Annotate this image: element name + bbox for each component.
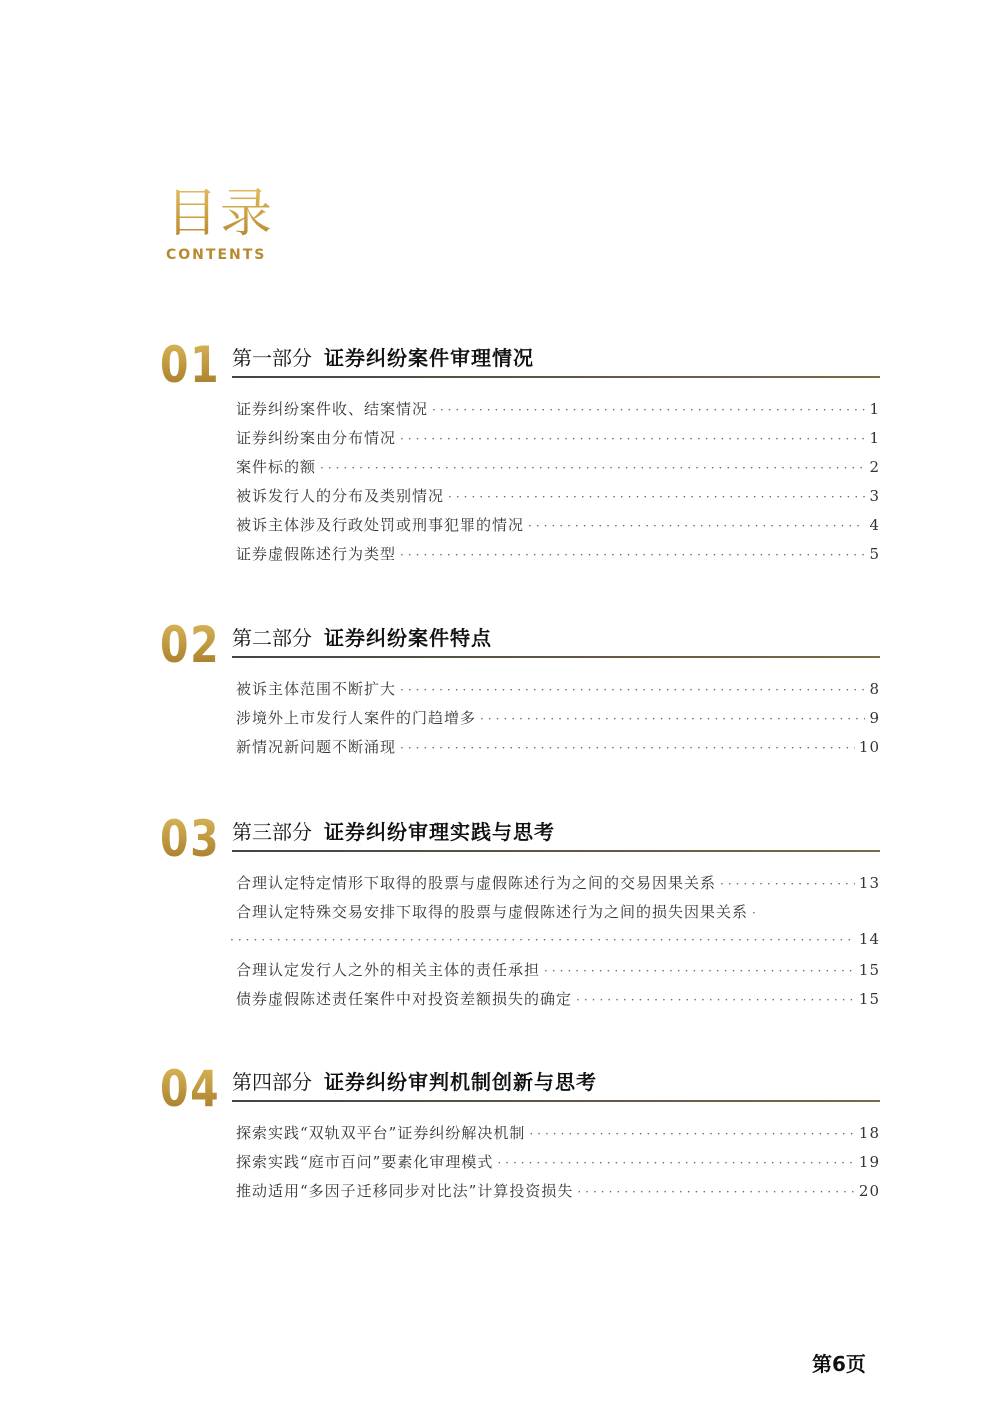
toc-entry[interactable] — [236, 456, 880, 485]
section-heading — [232, 1070, 597, 1094]
toc-entry-text: 被诉主体涉及行政处罚或刑事犯罪的情况 — [236, 516, 525, 534]
toc-entry-continuation[interactable] — [230, 930, 880, 959]
section-header — [160, 1060, 880, 1118]
section-number: 04 — [160, 1060, 221, 1118]
section-title: 证券纠纷审判机制创新与思考 — [324, 1070, 597, 1094]
toc-entry[interactable] — [236, 707, 880, 736]
dot-leader — [320, 461, 865, 475]
dot-leader — [432, 403, 865, 417]
toc-entry-page: 1 — [869, 429, 880, 447]
section-4 — [160, 1060, 880, 1209]
toc-entry[interactable] — [236, 398, 880, 427]
toc-entry-page: 18 — [858, 1124, 880, 1142]
toc-entry-page: 4 — [869, 516, 880, 534]
toc-entry-text: 推动适用“多因子迁移同步对比法”计算投资损失 — [236, 1182, 574, 1200]
toc-list — [236, 398, 880, 572]
section-heading — [232, 626, 492, 650]
section-part-label: 第一部分 — [232, 346, 312, 370]
section-divider — [232, 656, 880, 658]
dot-leader — [230, 933, 855, 947]
toc-entry-text: 证券纠纷案由分布情况 — [236, 429, 397, 447]
toc-entry-page: 3 — [869, 487, 880, 505]
dot-leader — [577, 1185, 855, 1199]
dot-leader — [497, 1156, 855, 1170]
section-1 — [160, 336, 880, 572]
toc-entry-text: 探索实践“庭市百问”要素化审理模式 — [236, 1153, 494, 1171]
toc-entry-text: 被诉发行人的分布及类别情况 — [236, 487, 445, 505]
toc-entry[interactable] — [236, 959, 880, 988]
toc-entry-text: 合理认定发行人之外的相关主体的责任承担 — [236, 961, 541, 979]
dot-leader — [400, 432, 865, 446]
toc-entry-page: 8 — [869, 680, 880, 698]
dot-leader — [480, 712, 865, 726]
section-part-label: 第二部分 — [232, 626, 312, 650]
toc-entry-text: 探索实践“双轨双平台”证券纠纷解决机制 — [236, 1124, 526, 1142]
section-divider — [232, 376, 880, 378]
toc-entry-page: 15 — [858, 961, 880, 979]
section-divider — [232, 850, 880, 852]
section-3 — [160, 810, 880, 1017]
dot-leader — [400, 683, 865, 697]
toc-entry-page: 19 — [858, 1153, 880, 1171]
section-2 — [160, 616, 880, 765]
toc-entry-text: 合理认定特定情形下取得的股票与虚假陈述行为之间的交易因果关系 — [236, 874, 717, 892]
section-number: 02 — [160, 616, 221, 674]
toc-entry-page: 14 — [858, 930, 880, 948]
toc-header — [166, 184, 275, 263]
toc-list — [236, 678, 880, 765]
toc-entry[interactable] — [236, 543, 880, 572]
toc-entry-page: 13 — [858, 874, 880, 892]
section-number: 03 — [160, 810, 221, 868]
page-number: 第6页 — [812, 1352, 866, 1376]
toc-entry-text: 新情况新问题不断涌现 — [236, 738, 397, 756]
toc-entry-page: 15 — [858, 990, 880, 1008]
dot-leader — [576, 993, 855, 1007]
section-part-label: 第三部分 — [232, 820, 312, 844]
toc-entry[interactable] — [236, 988, 880, 1017]
section-title: 证券纠纷案件特点 — [324, 626, 492, 650]
toc-entry-text: 涉境外上市发行人案件的门趋增多 — [236, 709, 477, 727]
dot-leader — [400, 548, 865, 562]
toc-entry-page: 5 — [869, 545, 880, 563]
dot-leader — [448, 490, 865, 504]
dot-leader — [529, 1127, 855, 1141]
toc-entry[interactable] — [236, 485, 880, 514]
toc-entry-text: 证券虚假陈述行为类型 — [236, 545, 397, 563]
toc-title: 目录 — [166, 184, 275, 244]
toc-entry-page: 9 — [869, 709, 880, 727]
section-title: 证券纠纷审理实践与思考 — [324, 820, 555, 844]
section-divider — [232, 1100, 880, 1102]
toc-entry-text: 债券虚假陈述责任案件中对投资差额损失的确定 — [236, 990, 573, 1008]
toc-entry[interactable] — [236, 872, 880, 901]
section-heading — [232, 820, 555, 844]
section-heading — [232, 346, 534, 370]
section-title: 证券纠纷案件审理情况 — [324, 346, 534, 370]
dot-leader — [752, 906, 760, 920]
toc-entry-page: 20 — [858, 1182, 880, 1200]
toc-entry[interactable] — [236, 1151, 880, 1180]
dot-leader — [528, 519, 865, 533]
dot-leader — [720, 877, 855, 891]
toc-entry-page: 1 — [869, 400, 880, 418]
toc-entry[interactable] — [236, 736, 880, 765]
toc-entry-text: 合理认定特殊交易安排下取得的股票与虚假陈述行为之间的损失因果关系 — [236, 903, 749, 921]
toc-subtitle: CONTENTS — [166, 247, 267, 263]
toc-entry[interactable] — [236, 1122, 880, 1151]
section-header — [160, 810, 880, 868]
toc-entry[interactable] — [236, 514, 880, 543]
toc-entry[interactable] — [236, 901, 880, 930]
toc-entry-page: 2 — [869, 458, 880, 476]
section-number: 01 — [160, 336, 221, 394]
toc-list — [236, 872, 880, 1017]
dot-leader — [544, 964, 855, 978]
toc-entry-text: 案件标的额 — [236, 458, 317, 476]
toc-entry[interactable] — [236, 427, 880, 456]
toc-entry[interactable] — [236, 678, 880, 707]
section-header — [160, 336, 880, 394]
section-header — [160, 616, 880, 674]
toc-list — [236, 1122, 880, 1209]
dot-leader — [400, 741, 855, 755]
section-part-label: 第四部分 — [232, 1070, 312, 1094]
toc-entry[interactable] — [236, 1180, 880, 1209]
toc-entry-text: 被诉主体范围不断扩大 — [236, 680, 397, 698]
toc-entry-text: 证券纠纷案件收、结案情况 — [236, 400, 429, 418]
toc-entry-page: 10 — [858, 738, 880, 756]
